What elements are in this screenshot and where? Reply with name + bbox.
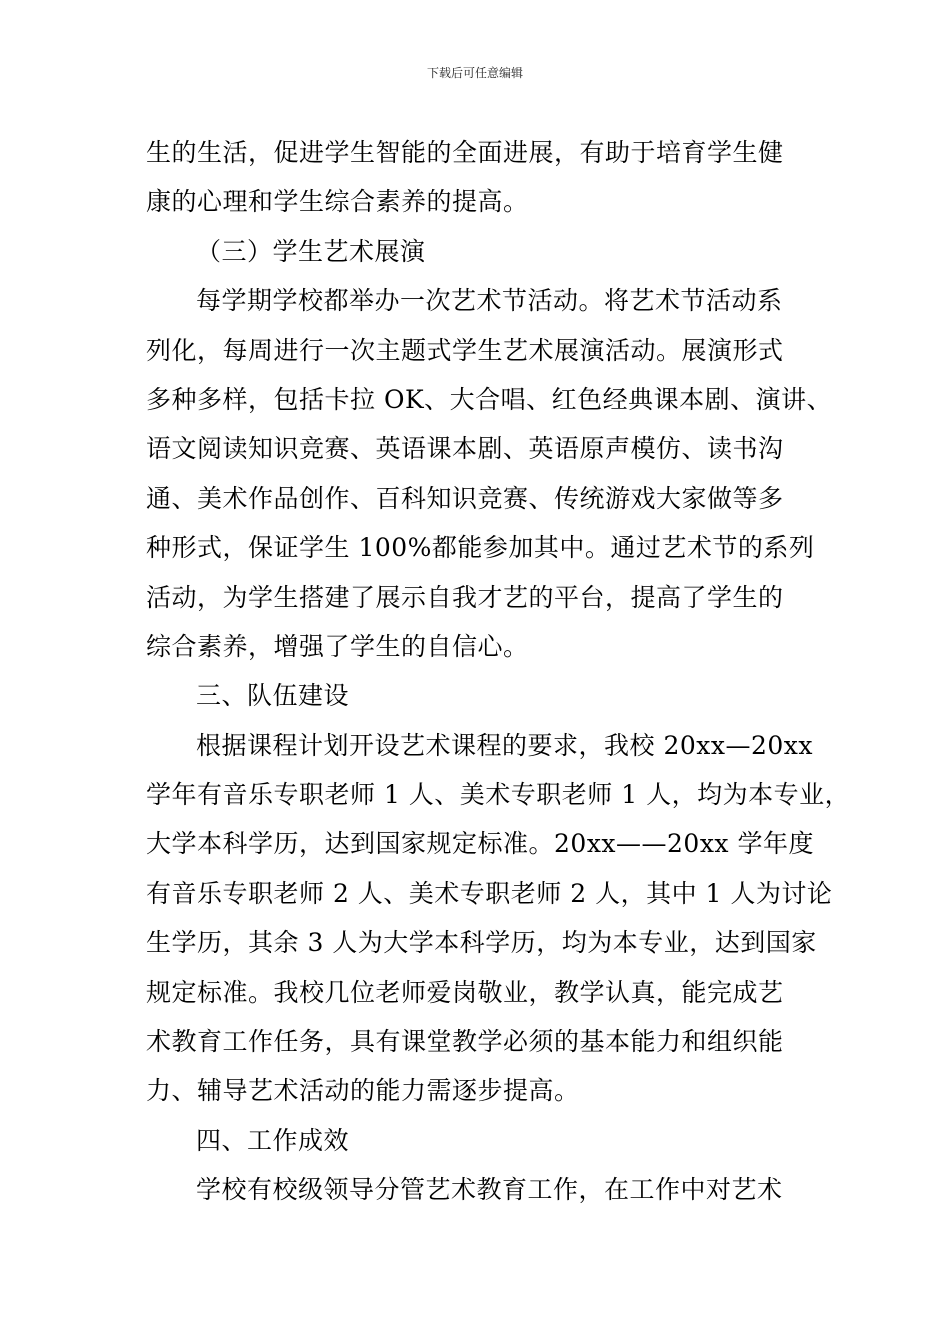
text-line: 三、队伍建设 [196,681,350,711]
text-line: 规定标准。我校几位老师爱岗敬业，教学认真，能完成艺 [146,977,784,1007]
text-line: 四、工作成效 [196,1125,350,1155]
text-line: （三）学生艺术展演 [196,236,426,266]
text-line: 学校有校级领导分管艺术教育工作，在工作中对艺术 [196,1175,783,1205]
text-line: 力、辅导艺术活动的能力需逐步提高。 [146,1076,580,1106]
text-line: 每学期学校都举办一次艺术节活动。将艺术节活动系 [196,286,783,316]
text-line: 综合素养，增强了学生的自信心。 [146,631,529,661]
text-line: 种形式，保证学生 100%都能参加其中。通过艺术节的系列 [146,533,815,563]
text-line: 活动，为学生搭建了展示自我才艺的平台，提高了学生的 [146,582,784,612]
document-body [146,128,851,1215]
text-line: 生的生活，促进学生智能的全面进展，有助于培育学生健 [146,138,784,167]
text-line: 根据课程计划开设艺术课程的要求，我校 20xx—20xx [196,730,813,760]
text-line: 列化，每周进行一次主题式学生艺术展演活动。展演形式 [146,335,784,365]
text-line: 通、美术作品创作、百科知识竞赛、传统游戏大家做等多 [146,483,784,513]
text-line: 大学本科学历，达到国家规定标准。20xx——20xx 学年度 [146,829,814,859]
text-line: 康的心理和学生综合素养的提高。 [146,187,529,217]
text-line: 有音乐专职老师 2 人、美术专职老师 2 人，其中 1 人为讨论 [146,878,833,908]
text-line: 多种多样，包括卡拉 OK、大合唱、红色经典课本剧、演讲、 [146,384,833,414]
text-line: 学年有音乐专职老师 1 人、美术专职老师 1 人，均为本专业， [146,780,851,810]
text-line: 语文阅读知识竞赛、英语课本剧、英语原声模仿、读书沟 [146,434,784,464]
page-header-note: 下载后可任意编辑 [426,66,523,80]
text-line: 术教育工作任务，具有课堂教学必须的基本能力和组织能 [146,1027,784,1057]
text-line: 生学历，其余 3 人为大学本科学历，均为本专业，达到国家 [146,928,817,958]
